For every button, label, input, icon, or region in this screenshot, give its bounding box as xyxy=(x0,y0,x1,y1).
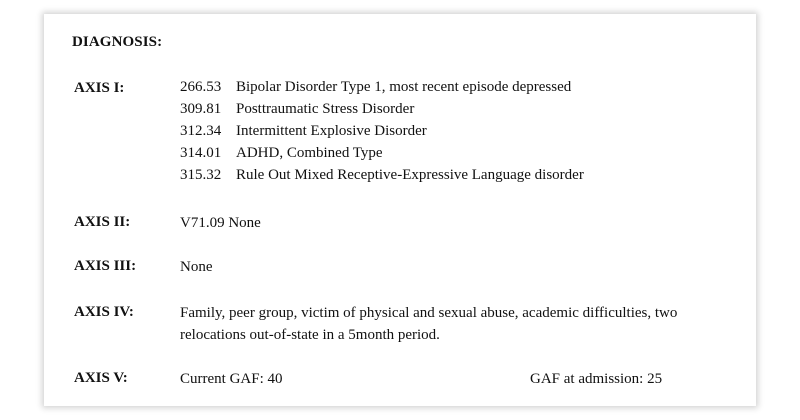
axis-5-text xyxy=(180,368,663,390)
diagnosis-code: 266.53 xyxy=(180,79,222,95)
axis-2-text: V71.09 None xyxy=(180,215,261,231)
axis-5-label: AXIS V: xyxy=(74,370,128,386)
document-page xyxy=(44,14,756,406)
diagnosis-text: Intermittent Explosive Disorder xyxy=(236,123,427,139)
diagnosis-text: Posttraumatic Stress Disorder xyxy=(236,101,415,117)
axis-1-item xyxy=(180,142,584,164)
axis-2-label: AXIS II: xyxy=(74,214,131,230)
diagnosis-code: 315.32 xyxy=(180,167,222,183)
axis-1-list xyxy=(180,76,584,186)
diagnosis-code: 314.01 xyxy=(180,145,222,161)
axis-1-item xyxy=(180,164,584,186)
diagnosis-text: ADHD, Combined Type xyxy=(236,145,383,161)
axis-4-text xyxy=(180,302,677,346)
axis-1-item xyxy=(180,120,584,142)
axis-3-text: None xyxy=(180,259,213,275)
axis-1-item xyxy=(180,98,584,120)
gaf-at-admission: GAF at admission: 25 xyxy=(530,371,663,387)
diagnosis-heading: DIAGNOSIS: xyxy=(72,34,163,50)
diagnosis-code: 309.81 xyxy=(180,101,222,117)
axis-4-label: AXIS IV: xyxy=(74,304,134,320)
diagnosis-code: 312.34 xyxy=(180,123,222,139)
axis-4-line: Family, peer group, victim of physical and sexual abuse, academic difficulties, two xyxy=(180,305,678,321)
axis-4-line: relocations out-of-state in a 5month period. xyxy=(180,327,440,343)
diagnosis-text: Rule Out Mixed Receptive-Expressive Language disorder xyxy=(236,167,584,183)
axis-1-label: AXIS I: xyxy=(74,80,125,96)
axis-3-label: AXIS III: xyxy=(74,258,137,274)
diagnosis-text: Bipolar Disorder Type 1, most recent episode depressed xyxy=(236,79,572,95)
current-gaf: Current GAF: 40 xyxy=(180,371,283,387)
axis-1-item xyxy=(180,76,584,98)
